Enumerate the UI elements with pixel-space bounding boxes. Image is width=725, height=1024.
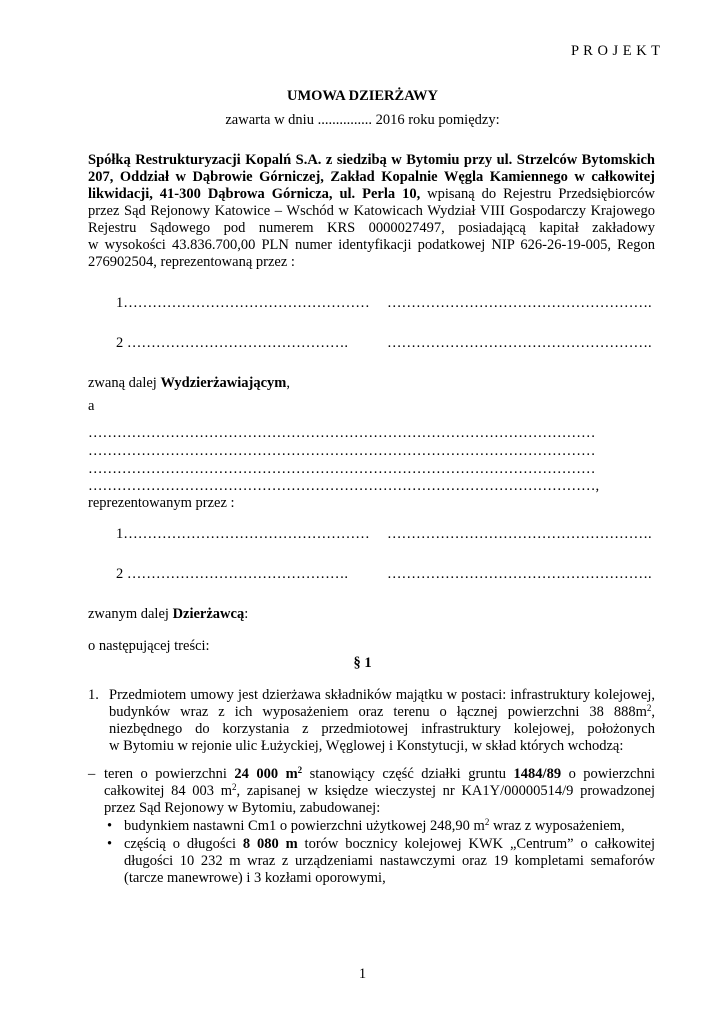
party2-blank-line: ……………………………………………………………………………………………, xyxy=(88,478,600,494)
text-span: torów bocznicy kolejowej KWK „Centrum” o całkowitej xyxy=(297,836,655,852)
document-subtitle: zawarta w dniu ............... 2016 roku pomiędzy: xyxy=(225,112,500,128)
bullet-text xyxy=(124,836,655,853)
party1-line: Spółką Restrukturyzacji Kopalń S.A. z siedzibą w Bytomiu przy ul. Strzelców Bytomskich xyxy=(88,152,655,168)
party1-line: w wysokości 43.836.700,00 PLN numer identyfikacji podatkowej NIP 626-26-19-005, Regon xyxy=(88,237,655,253)
bullet-text: długości 10 232 m wraz z urządzeniami nastawczymi oraz 19 kompletami semaforów xyxy=(124,853,655,869)
document-title: UMOWA DZIERŻAWY xyxy=(286,88,439,104)
party1-line: 207, Oddział w Dąbrowie Górniczej, Zakład Kopalnie Węgla Kamiennego w całkowitej xyxy=(88,169,655,185)
text-span: budynków wraz z ich wyposażeniem oraz terenu o łącznej powierzchni 38 888m xyxy=(109,704,647,720)
bold-span: 1484/89 xyxy=(513,766,562,782)
text-span: o powierzchni xyxy=(561,766,655,782)
dash-marker: – xyxy=(88,766,96,782)
party2-blank-line: …………………………………………………………………………………………… xyxy=(88,461,596,477)
party2-blank-line: …………………………………………………………………………………………… xyxy=(88,443,596,459)
superscript: 2 xyxy=(646,704,652,713)
bullet-text: (tarcze manewrowe) i 3 kozłami oporowymi, xyxy=(124,870,386,886)
party1-line: 276902504, reprezentowaną przez : xyxy=(88,254,295,270)
text-span: całkowitej 84 003 m xyxy=(104,783,232,799)
party2-designation xyxy=(88,606,248,623)
bullet-marker: • xyxy=(107,818,113,834)
text-span: , zapisanej w księdze wieczystej nr KA1Y/00000514/9 prowadzonej xyxy=(236,783,655,799)
party2-representation: reprezentowanym przez : xyxy=(88,495,235,511)
text-span: stanowiący część działki gruntu xyxy=(302,766,514,782)
signature-line-left: 2 ………………………………………. xyxy=(116,335,348,351)
designation-suffix: : xyxy=(244,606,249,622)
text-span: budynkiem nastawni Cm1 o powierzchni użytkowej 248,90 m xyxy=(124,818,485,834)
signature-line-left: 2 ………………………………………. xyxy=(116,566,348,582)
signature-line-right: ………………………………………………. xyxy=(387,335,652,351)
paragraph-line xyxy=(109,704,655,721)
party1-text: wpisaną do Rejestru Przedsiębiorców xyxy=(420,186,655,202)
designation-suffix: , xyxy=(286,375,290,391)
conjunction-a: a xyxy=(88,398,95,414)
section-heading: § 1 xyxy=(353,655,372,671)
signature-line-right: ………………………………………………. xyxy=(387,526,652,542)
projekt-label: P R O J E K T xyxy=(571,43,661,59)
text-span: wraz z wyposażeniem, xyxy=(489,818,625,834)
party1-line xyxy=(88,186,655,203)
bold-span: 8 080 m xyxy=(242,836,298,852)
paragraph-line: Przedmiotem umowy jest dzierżawa składników majątku w postaci: infrastruktury kolejowej, xyxy=(109,687,655,703)
page-number: 1 xyxy=(358,966,367,982)
designation-name: Wydzierżawiającym xyxy=(160,375,287,391)
superscript: 2 xyxy=(297,766,303,775)
designation-prefix: zwanym dalej xyxy=(88,606,173,622)
party1-address: likwidacji, 41-300 Dąbrowa Górnicza, ul. Perla 10, xyxy=(88,186,421,202)
paragraph-line xyxy=(104,783,655,800)
party1-line: przez Sąd Rejonowy Katowice – Wschód w Katowicach Wydział VIII Gospodarczy Krajowego xyxy=(88,203,655,219)
signature-line-left: 1…………………………………………… xyxy=(116,295,370,311)
paragraph-line: przez Sąd Rejonowy w Bytomiu, zabudowanej: xyxy=(104,800,381,816)
designation-name: Dzierżawcą xyxy=(172,606,245,622)
bold-span: 24 000 m xyxy=(234,766,298,782)
intro-text: o następującej treści: xyxy=(88,638,210,654)
bullet-text xyxy=(124,818,625,835)
text-span: częścią o długości xyxy=(124,836,243,852)
party2-blank-line: …………………………………………………………………………………………… xyxy=(88,425,596,441)
paragraph-line: niezbędnego do korzystania z przedmiotowej infrastruktury kolejowej, położonych xyxy=(109,721,655,737)
party1-designation xyxy=(88,375,290,392)
text-span: , xyxy=(651,704,655,720)
paragraph-line: w Bytomiu w rejonie ulic Łużyckiej, Węglowej i Konstytucji, w skład których wchodzą: xyxy=(109,738,624,754)
paragraph-line xyxy=(104,766,655,783)
superscript: 2 xyxy=(484,817,490,827)
bullet-marker: • xyxy=(107,836,113,852)
signature-line-right: ………………………………………………. xyxy=(387,295,652,311)
item-number: 1. xyxy=(88,687,99,703)
party1-line: Rejestru Sądowego pod numerem KRS 0000027497, posiadającą kapitał zakładowy xyxy=(88,220,655,236)
superscript: 2 xyxy=(232,783,237,792)
signature-line-right: ………………………………………………. xyxy=(387,566,652,582)
text-span: teren o powierzchni xyxy=(104,766,235,782)
designation-prefix: zwaną dalej xyxy=(88,375,161,391)
signature-line-left: 1…………………………………………… xyxy=(116,526,370,542)
